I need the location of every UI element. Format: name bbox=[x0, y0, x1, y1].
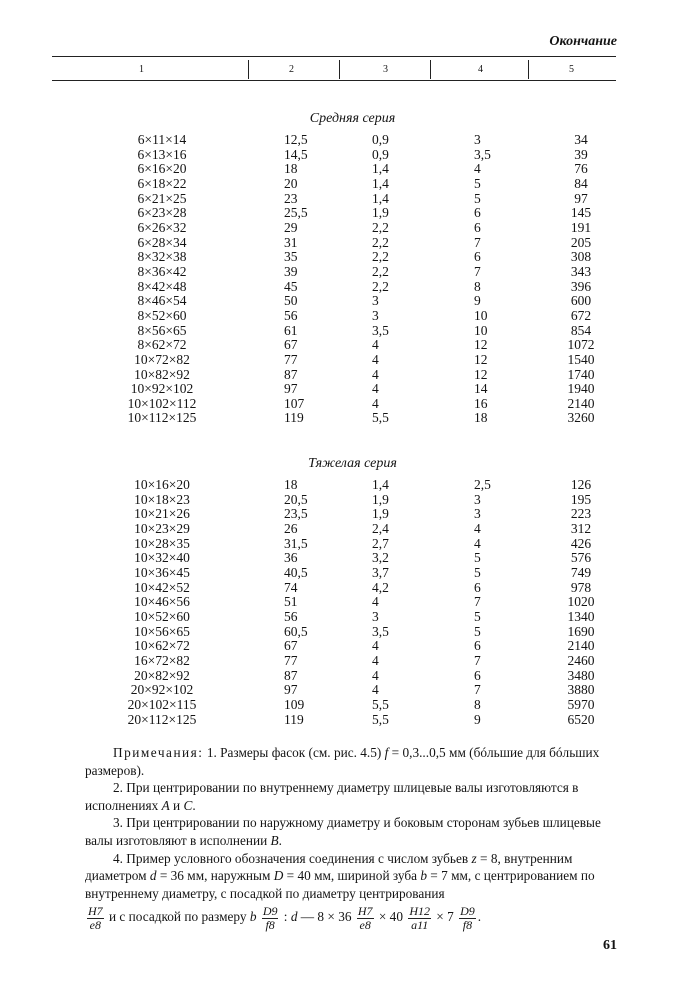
cell-col2: 109 bbox=[284, 696, 305, 712]
cell-col4: 7 bbox=[474, 263, 481, 279]
cell-col4: 7 bbox=[474, 682, 481, 698]
cell-col5: 1340 bbox=[567, 608, 595, 624]
cell-size: 8×52×60 bbox=[137, 307, 187, 323]
cell-col2: 12,5 bbox=[284, 132, 308, 147]
cell-col3: 3,7 bbox=[372, 564, 389, 580]
cell-col2: 74 bbox=[284, 579, 298, 595]
cell-col5: 223 bbox=[570, 506, 592, 522]
table-row bbox=[0, 280, 677, 295]
cell-col5: 205 bbox=[570, 234, 592, 250]
cell-col3: 3 bbox=[372, 608, 379, 624]
cell-col3: 1,4 bbox=[372, 161, 389, 177]
cell-col5: 2460 bbox=[567, 652, 595, 668]
cell-col4: 6 bbox=[474, 667, 481, 683]
cell-size: 20×92×102 bbox=[130, 682, 194, 698]
cell-col3: 0,9 bbox=[372, 132, 389, 147]
formula-colon: : bbox=[280, 909, 291, 925]
cell-col3: 3 bbox=[372, 293, 379, 309]
cell-col4: 18 bbox=[474, 410, 488, 426]
cell-size: 10×46×56 bbox=[134, 594, 190, 610]
cell-size: 10×92×102 bbox=[130, 381, 194, 397]
cell-size: 10×32×40 bbox=[134, 550, 190, 566]
cell-size: 10×21×26 bbox=[134, 506, 190, 522]
cell-col5: 3260 bbox=[567, 410, 595, 426]
note-2-and: и bbox=[169, 797, 184, 813]
cell-size: 10×112×125 bbox=[127, 410, 197, 426]
cell-col2: 107 bbox=[284, 395, 305, 411]
cell-size: 10×36×45 bbox=[134, 564, 190, 580]
cell-col5: 195 bbox=[570, 491, 592, 507]
column-separator bbox=[339, 60, 340, 79]
cell-col2: 67 bbox=[284, 337, 298, 353]
cell-col5: 39 bbox=[574, 146, 588, 162]
symbol-b: b bbox=[420, 868, 427, 884]
series-title-heavy: Тяжелая серия bbox=[308, 456, 397, 471]
cell-col3: 4 bbox=[372, 594, 379, 610]
table-row bbox=[0, 324, 677, 339]
cell-size: 6×23×28 bbox=[137, 205, 187, 221]
cell-col3: 5,5 bbox=[372, 696, 389, 712]
table-row bbox=[0, 610, 677, 625]
note-4-text-g: и с посадкой по размеру bbox=[105, 909, 250, 925]
cell-col5: 2140 bbox=[567, 638, 595, 654]
cell-col5: 749 bbox=[570, 564, 592, 580]
cell-col2: 77 bbox=[284, 351, 298, 367]
cell-size: 20×112×125 bbox=[127, 711, 197, 727]
cell-col4: 3 bbox=[474, 132, 481, 147]
table-row bbox=[0, 221, 677, 236]
symbol-z: z bbox=[471, 850, 477, 866]
cell-col2: 18 bbox=[284, 477, 298, 492]
symbol-b: b bbox=[249, 909, 257, 925]
cell-col5: 1690 bbox=[567, 623, 595, 639]
page-number: 61 bbox=[603, 938, 617, 953]
cell-col5: 84 bbox=[574, 175, 588, 191]
note-1-text-end: = 0,3...0,5 мм (бóльшие для бóльших размеров). bbox=[85, 745, 600, 778]
cell-size: 10×72×82 bbox=[134, 351, 190, 367]
cell-col2: 26 bbox=[284, 520, 298, 536]
cell-size: 10×102×112 bbox=[127, 395, 197, 411]
fraction-h12-a11 bbox=[408, 905, 431, 932]
cell-size: 16×72×82 bbox=[134, 652, 190, 668]
cell-col4: 5 bbox=[474, 175, 481, 191]
formula-end: . bbox=[477, 909, 482, 925]
fraction-numerator: H12 bbox=[409, 903, 430, 918]
cell-col5: 1540 bbox=[567, 351, 595, 367]
column-number-5: 5 bbox=[569, 64, 574, 75]
cell-col5: 76 bbox=[574, 161, 588, 177]
cell-col2: 61 bbox=[284, 322, 298, 338]
cell-col4: 5 bbox=[474, 550, 481, 566]
note-2-symbol-A: A bbox=[161, 797, 170, 813]
cell-col4: 2,5 bbox=[474, 477, 491, 492]
cell-size: 10×82×92 bbox=[134, 366, 190, 382]
cell-col3: 3 bbox=[372, 307, 379, 323]
table-row bbox=[0, 192, 677, 207]
cell-col3: 4 bbox=[372, 638, 379, 654]
note-1-symbol-f: f bbox=[384, 745, 389, 760]
cell-col4: 3,5 bbox=[474, 146, 491, 162]
note-4-formula-line bbox=[85, 902, 619, 932]
cell-col2: 31 bbox=[284, 234, 298, 250]
cell-col3: 2,2 bbox=[372, 234, 389, 250]
cell-col2: 97 bbox=[284, 381, 298, 397]
column-number-4: 4 bbox=[478, 64, 483, 75]
cell-col4: 7 bbox=[474, 234, 481, 250]
formula-part-1: — 8 × 36 bbox=[297, 909, 352, 925]
cell-col3: 4,2 bbox=[372, 579, 389, 595]
cell-col4: 10 bbox=[474, 322, 488, 338]
cell-col3: 1,4 bbox=[372, 175, 389, 191]
fraction-denominator: e8 bbox=[359, 917, 371, 932]
symbol-d: d bbox=[149, 868, 157, 884]
formula-part-3: × 7 bbox=[432, 909, 454, 925]
cell-col5: 6520 bbox=[567, 711, 595, 727]
cell-col5: 672 bbox=[570, 307, 592, 323]
table-row bbox=[0, 250, 677, 265]
fraction-h7-e8 bbox=[87, 905, 104, 932]
cell-size: 8×56×65 bbox=[137, 322, 187, 338]
cell-size: 6×18×22 bbox=[137, 175, 187, 191]
cell-col5: 978 bbox=[570, 579, 592, 595]
cell-col5: 191 bbox=[570, 219, 592, 235]
table-row bbox=[0, 206, 677, 221]
fraction-numerator: H7 bbox=[88, 903, 103, 918]
cell-col3: 3,5 bbox=[372, 623, 389, 639]
cell-col3: 1,4 bbox=[372, 190, 389, 206]
table-row bbox=[0, 698, 677, 713]
cell-col4: 8 bbox=[474, 696, 481, 712]
cell-col2: 25,5 bbox=[284, 205, 308, 221]
cell-col4: 5 bbox=[474, 564, 481, 580]
note-4-text-f: = 7 мм, с центрированием по внутреннему диаметру, с посадкой по диаметру центрирования bbox=[85, 868, 595, 901]
cell-col3: 3,2 bbox=[372, 550, 389, 566]
cell-col5: 1940 bbox=[567, 381, 595, 397]
cell-col3: 2,4 bbox=[372, 520, 389, 536]
cell-col2: 67 bbox=[284, 638, 298, 654]
continuation-label: Окончание bbox=[549, 34, 617, 49]
cell-col4: 6 bbox=[474, 205, 481, 221]
cell-col3: 0,9 bbox=[372, 146, 389, 162]
cell-col4: 6 bbox=[474, 579, 481, 595]
cell-col2: 23 bbox=[284, 190, 298, 206]
formula-part-2: × 40 bbox=[375, 909, 403, 925]
cell-col3: 1,9 bbox=[372, 205, 389, 221]
fraction-numerator: H7 bbox=[357, 903, 373, 918]
cell-col2: 29 bbox=[284, 219, 298, 235]
table-row bbox=[0, 625, 677, 640]
table-row bbox=[0, 566, 677, 581]
table-row bbox=[0, 411, 677, 426]
cell-col3: 4 bbox=[372, 351, 379, 367]
cell-col4: 4 bbox=[474, 161, 481, 177]
table-row bbox=[0, 654, 677, 669]
cell-col2: 60,5 bbox=[284, 623, 308, 639]
cell-size: 6×26×32 bbox=[137, 219, 187, 235]
cell-col2: 20 bbox=[284, 175, 298, 191]
fraction-denominator: a11 bbox=[411, 917, 429, 932]
table-row bbox=[0, 177, 677, 192]
table-row bbox=[0, 493, 677, 508]
cell-col4: 5 bbox=[474, 623, 481, 639]
cell-col2: 14,5 bbox=[284, 146, 308, 162]
cell-col2: 35 bbox=[284, 249, 298, 265]
column-number-1: 1 bbox=[139, 64, 144, 75]
cell-size: 10×42×52 bbox=[134, 579, 190, 595]
table-row bbox=[0, 338, 677, 353]
cell-col3: 3,5 bbox=[372, 322, 389, 338]
table-row bbox=[0, 265, 677, 280]
cell-col2: 20,5 bbox=[284, 491, 308, 507]
cell-col4: 16 bbox=[474, 395, 488, 411]
cell-col4: 6 bbox=[474, 249, 481, 265]
cell-col2: 39 bbox=[284, 263, 298, 279]
note-3-end: . bbox=[278, 832, 282, 848]
symbol-D: D bbox=[273, 868, 284, 884]
fraction-d9-f8-formula bbox=[459, 905, 476, 932]
table-row bbox=[0, 148, 677, 163]
cell-col5: 1020 bbox=[567, 594, 595, 610]
cell-col4: 14 bbox=[474, 381, 488, 397]
table-row bbox=[0, 595, 677, 610]
heavy-series-rows bbox=[0, 478, 677, 727]
column-separator bbox=[248, 60, 249, 79]
cell-col4: 9 bbox=[474, 711, 481, 727]
cell-col3: 2,2 bbox=[372, 249, 389, 265]
cell-col5: 600 bbox=[570, 293, 592, 309]
table-row bbox=[0, 294, 677, 309]
cell-col5: 576 bbox=[570, 550, 592, 566]
cell-col5: 126 bbox=[570, 477, 592, 492]
cell-col5: 34 bbox=[574, 132, 588, 147]
cell-size: 6×11×14 bbox=[137, 132, 187, 147]
fraction-d9-f8 bbox=[262, 905, 279, 932]
cell-col2: 18 bbox=[284, 161, 298, 177]
cell-size: 10×16×20 bbox=[134, 477, 190, 492]
table-row bbox=[0, 353, 677, 368]
cell-col5: 396 bbox=[570, 278, 592, 294]
table-row bbox=[0, 581, 677, 596]
cell-col2: 51 bbox=[284, 594, 298, 610]
cell-size: 20×102×115 bbox=[127, 696, 197, 712]
table-row bbox=[0, 162, 677, 177]
column-number-2: 2 bbox=[289, 64, 294, 75]
table-row bbox=[0, 382, 677, 397]
note-4-text-e: = 40 мм, шириной зуба bbox=[283, 868, 421, 884]
column-separator bbox=[430, 60, 431, 79]
cell-col5: 97 bbox=[574, 190, 588, 206]
header-bottom-rule bbox=[52, 80, 616, 81]
cell-col4: 9 bbox=[474, 293, 481, 309]
note-1 bbox=[85, 744, 619, 779]
cell-col2: 36 bbox=[284, 550, 298, 566]
table-row bbox=[0, 309, 677, 324]
cell-col5: 426 bbox=[570, 535, 592, 551]
cell-col3: 4 bbox=[372, 667, 379, 683]
cell-size: 10×62×72 bbox=[134, 638, 190, 654]
table-row bbox=[0, 522, 677, 537]
cell-size: 6×13×16 bbox=[137, 146, 187, 162]
cell-col5: 854 bbox=[570, 322, 592, 338]
cell-col2: 119 bbox=[284, 410, 304, 426]
cell-col5: 3880 bbox=[567, 682, 595, 698]
cell-col2: 50 bbox=[284, 293, 298, 309]
cell-col2: 56 bbox=[284, 608, 298, 624]
cell-size: 10×52×60 bbox=[134, 608, 190, 624]
cell-size: 8×42×48 bbox=[137, 278, 187, 294]
cell-col3: 5,5 bbox=[372, 410, 389, 426]
column-separator bbox=[528, 60, 529, 79]
cell-col3: 1,9 bbox=[372, 506, 389, 522]
cell-size: 8×36×42 bbox=[137, 263, 187, 279]
cell-col4: 6 bbox=[474, 638, 481, 654]
cell-size: 8×32×38 bbox=[137, 249, 187, 265]
table-row bbox=[0, 397, 677, 412]
fraction-denominator: f8 bbox=[462, 917, 473, 932]
cell-size: 10×28×35 bbox=[134, 535, 190, 551]
note-2 bbox=[85, 779, 619, 814]
fraction-numerator: D9 bbox=[262, 903, 278, 918]
cell-col2: 40,5 bbox=[284, 564, 308, 580]
table-row bbox=[0, 478, 677, 493]
notes-block bbox=[85, 744, 619, 932]
cell-col5: 3480 bbox=[567, 667, 595, 683]
cell-size: 10×56×65 bbox=[134, 623, 190, 639]
table-row bbox=[0, 639, 677, 654]
note-4-text-b: = 8, внутренним диаметром bbox=[85, 850, 573, 884]
cell-size: 8×46×54 bbox=[137, 293, 187, 309]
cell-col5: 343 bbox=[570, 263, 592, 279]
table-row bbox=[0, 507, 677, 522]
cell-col4: 12 bbox=[474, 337, 488, 353]
series-title-medium: Средняя серия bbox=[309, 111, 396, 126]
fraction-h7-e8-formula bbox=[357, 905, 374, 932]
cell-col3: 4 bbox=[372, 366, 379, 382]
table-row bbox=[0, 551, 677, 566]
cell-col5: 5970 bbox=[567, 696, 595, 712]
cell-col5: 1072 bbox=[567, 337, 595, 353]
note-4 bbox=[85, 850, 619, 903]
cell-size: 10×23×29 bbox=[134, 520, 190, 536]
symbol-d: d bbox=[290, 909, 298, 925]
note-4-text-c: = 36 мм, наружным bbox=[156, 868, 274, 884]
cell-col2: 97 bbox=[284, 682, 298, 698]
table-row bbox=[0, 713, 677, 728]
cell-col4: 4 bbox=[474, 520, 481, 536]
table-row bbox=[0, 537, 677, 552]
cell-size: 6×28×34 bbox=[137, 234, 187, 250]
cell-col3: 5,5 bbox=[372, 711, 389, 727]
cell-col4: 6 bbox=[474, 219, 481, 235]
cell-col3: 2,2 bbox=[372, 219, 389, 235]
cell-col4: 7 bbox=[474, 594, 481, 610]
cell-col3: 4 bbox=[372, 381, 379, 397]
fraction-denominator: e8 bbox=[89, 917, 101, 932]
cell-col4: 8 bbox=[474, 278, 481, 294]
cell-col2: 31,5 bbox=[284, 535, 308, 551]
cell-col2: 56 bbox=[284, 307, 298, 323]
note-2-end: . bbox=[192, 797, 196, 813]
fraction-denominator: f8 bbox=[265, 917, 275, 932]
cell-col4: 3 bbox=[474, 491, 481, 507]
fraction-numerator: D9 bbox=[460, 903, 475, 918]
note-1-text: 1. Размеры фасок (см. рис. 4.5) bbox=[206, 745, 382, 760]
cell-col2: 77 bbox=[284, 652, 298, 668]
note-3-text: 3. При центрировании по наружному диаметру и боковым сторонам зубьев шлицевые валы изготовляют в исполнении bbox=[85, 815, 601, 848]
table-row bbox=[0, 368, 677, 383]
cell-col4: 4 bbox=[474, 535, 481, 551]
cell-size: 10×18×23 bbox=[134, 491, 190, 507]
cell-col4: 3 bbox=[474, 506, 481, 522]
cell-col4: 10 bbox=[474, 307, 488, 323]
cell-col5: 308 bbox=[570, 249, 592, 265]
cell-col4: 5 bbox=[474, 190, 481, 206]
note-2-symbol-C: C bbox=[183, 797, 193, 813]
table-row bbox=[0, 683, 677, 698]
cell-col3: 1,9 bbox=[372, 491, 389, 507]
column-number-3: 3 bbox=[383, 64, 388, 75]
cell-col4: 7 bbox=[474, 652, 481, 668]
medium-series-rows bbox=[0, 133, 677, 426]
cell-col5: 145 bbox=[570, 205, 592, 221]
cell-col2: 45 bbox=[284, 278, 298, 294]
cell-col3: 2,7 bbox=[372, 535, 389, 551]
cell-col3: 4 bbox=[372, 337, 379, 353]
cell-col4: 12 bbox=[474, 366, 488, 382]
note-3-symbol-B: B bbox=[270, 832, 279, 848]
cell-col5: 1740 bbox=[567, 366, 595, 382]
cell-size: 8×62×72 bbox=[137, 337, 187, 353]
cell-col4: 5 bbox=[474, 608, 481, 624]
cell-size: 6×21×25 bbox=[137, 190, 187, 206]
table-row bbox=[0, 133, 677, 148]
cell-col3: 2,2 bbox=[372, 263, 389, 279]
cell-col3: 4 bbox=[372, 652, 379, 668]
table-top-rule bbox=[52, 56, 616, 57]
cell-col4: 12 bbox=[474, 351, 488, 367]
cell-col3: 4 bbox=[372, 395, 379, 411]
table-row bbox=[0, 669, 677, 684]
note-4-text: 4. Пример условного обозначения соединения с числом зубьев bbox=[113, 850, 472, 866]
cell-size: 20×82×92 bbox=[134, 667, 190, 683]
cell-col5: 2140 bbox=[567, 395, 595, 411]
note-3 bbox=[85, 814, 619, 849]
cell-size: 6×16×20 bbox=[137, 161, 187, 177]
cell-col2: 119 bbox=[284, 711, 304, 727]
note-2-text: 2. При центрировании по внутреннему диаметру шлицевые валы изготовляются в исполнениях bbox=[85, 780, 579, 813]
table-row bbox=[0, 236, 677, 251]
cell-col2: 87 bbox=[284, 667, 298, 683]
cell-col2: 23,5 bbox=[284, 506, 308, 522]
cell-col5: 312 bbox=[570, 520, 592, 536]
cell-col3: 1,4 bbox=[372, 477, 389, 492]
cell-col3: 4 bbox=[372, 682, 379, 698]
notes-label: Примечания: bbox=[113, 745, 204, 760]
cell-col3: 2,2 bbox=[372, 278, 389, 294]
cell-col2: 87 bbox=[284, 366, 298, 382]
